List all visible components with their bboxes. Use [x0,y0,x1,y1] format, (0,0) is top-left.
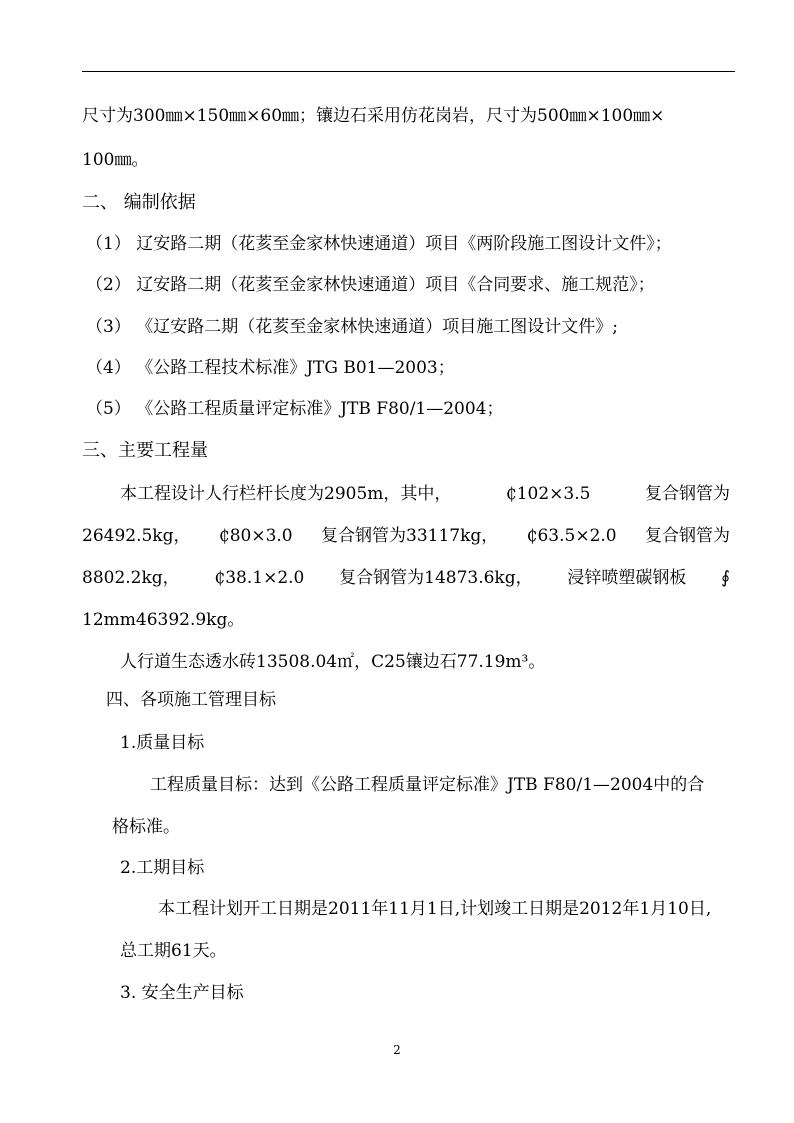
diameter-symbol: ∮ [721,568,730,588]
basis-item-2: （2） 辽安路二期（花荄至金家林快速通道）项目《合同要求、施工规范》； [86,275,655,295]
quantities-text: 浸锌喷塑碳钢板 [567,568,687,588]
quantities-text: 本工程设计人行栏杆长度为2905m，其中， [120,484,452,504]
quantities-text: 26492.5kg， [82,526,191,546]
basis-item-3: （3） 《辽安路二期（花荄至金家林快速通道）项目施工图设计文件》; [86,317,618,337]
quantities-text: 复合钢管为33117kg， [321,526,499,546]
goal-schedule-text-line-1: 本工程计划开工日期是2011年11月1日,计划竣工日期是2012年1月10日, [158,899,712,919]
goal-heading-schedule: 2.工期目标 [120,858,205,878]
quantities-text: 8802.2kg， [82,568,180,588]
basis-item-1: （1） 辽安路二期（花荄至金家林快速通道）项目《两阶段施工图设计文件》； [86,234,672,254]
goal-schedule-text-line-2: 总工期61天。 [120,941,227,961]
quantities-text: 复合钢管为 [645,526,730,546]
basis-item-5: （5） 《公路工程质量评定标准》JTB F80/1—2004； [86,399,504,419]
page-number: 2 [393,1043,401,1057]
goal-heading-quality: 1.质量目标 [120,733,205,753]
quantities-line-1 [120,484,730,504]
pipe-spec: ₵63.5×2.0 [526,526,617,546]
goal-heading-safety: 3. 安全生产目标 [120,983,244,1003]
pipe-spec: ₵38.1×2.0 [214,568,305,588]
section-heading-quantities: 三、主要工程量 [82,440,208,461]
section-heading-basis: 二、 编制依据 [82,192,196,213]
header-rule [82,71,735,72]
quantities-text: 复合钢管为 [645,484,730,504]
section-heading-goals: 四、各项施工管理目标 [106,690,276,710]
sizes-text-line-2: 100㎜。 [82,150,149,170]
quantities-line-3 [82,568,730,588]
quantities-line-2 [82,526,730,546]
quantities-line-5: 人行道生态透水砖13508.04㎡，C25镶边石77.19m³。 [120,652,546,672]
sizes-text-line-1: 尺寸为300㎜×150㎜×60㎜；镶边石采用仿花岗岩，尺寸为500㎜×100㎜× [82,106,665,126]
goal-quality-text-line-1: 工程质量目标：达到《公路工程质量评定标准》JTB F80/1—2004中的合 [150,775,705,795]
basis-item-4: （4） 《公路工程技术标准》JTG B01—2003； [86,358,455,378]
quantities-line-4: 12mm46392.9kg。 [82,610,245,630]
goal-quality-text-line-2: 格标准。 [112,817,180,837]
pipe-spec: ₵102×3.5 [505,484,591,504]
pipe-spec: ₵80×3.0 [218,526,293,546]
quantities-text: 复合钢管为14873.6kg， [339,568,533,588]
